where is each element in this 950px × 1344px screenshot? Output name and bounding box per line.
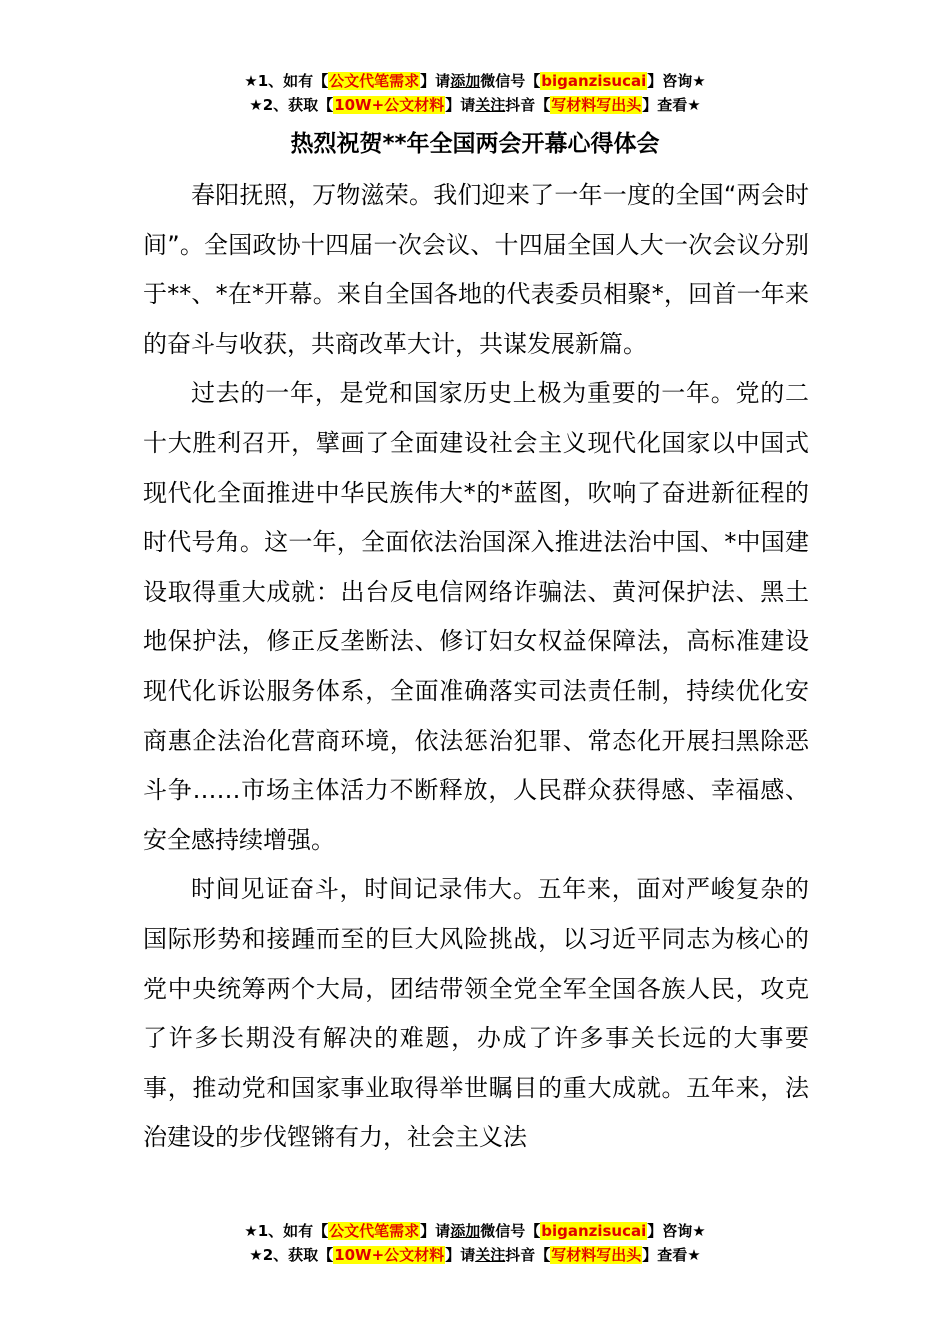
banner-highlight: 10W+公文材料	[334, 96, 445, 114]
banner-text: 】咨询★	[647, 1222, 706, 1240]
banner-text: 抖音【	[505, 1246, 551, 1264]
banner-text: 微信号【	[480, 72, 541, 90]
banner-line-2	[0, 93, 950, 117]
banner-text: 】查看★	[642, 1246, 701, 1264]
banner-highlight: 公文代笔需求	[329, 72, 420, 90]
document-title: 热烈祝贺**年全国两会开幕心得体会	[290, 131, 660, 157]
banner-text: 】请	[445, 1246, 476, 1264]
banner-text: 】请	[420, 1222, 451, 1240]
banner-text: ★2、获取【	[249, 96, 334, 114]
banner-underlined: 关注	[475, 1246, 506, 1264]
banner-text: 抖音【	[505, 96, 551, 114]
banner-text: ★1、如有【	[244, 1222, 329, 1240]
header-banner	[0, 69, 950, 117]
banner-highlight: 写材料写出头	[551, 1246, 642, 1264]
banner-highlight: biganzisucai	[541, 72, 647, 90]
banner-highlight: 10W+公文材料	[334, 1246, 445, 1264]
banner-text: 】请	[445, 96, 476, 114]
banner-underlined: 关注	[475, 96, 506, 114]
paragraph: 春阳抚照，万物滋荣。我们迎来了一年一度的全国“两会时间”。全国政协十四届一次会议、十四届全国人大一次会议分别于**、*在*开幕。来自全国各地的代表委员相聚*，回首一年来的奋斗与收获，共商改革大计，共谋发展新篇。	[143, 181, 809, 358]
banner-text: 】咨询★	[647, 72, 706, 90]
paragraph: 时间见证奋斗，时间记录伟大。五年来，面对严峻复杂的国际形势和接踵而至的巨大风险挑战，以习近平同志为核心的党中央统筹两个大局，团结带领全党全军全国各族人民，攻克了许多长期没有解决的难题，办成了许多事关长远的大事要事，推动党和国家事业取得举世瞩目的重大成就。五年来，法治建设的步伐铿锵有力，社会主义法	[143, 875, 809, 1152]
banner-text: 】查看★	[642, 96, 701, 114]
banner-line-1	[0, 1219, 950, 1243]
document-body	[143, 171, 809, 1163]
banner-underlined: 添加	[450, 72, 481, 90]
banner-line-1	[0, 69, 950, 93]
paragraph: 过去的一年，是党和国家历史上极为重要的一年。党的二十大胜利召开，擘画了全面建设社会主义现代化国家以中国式现代化全面推进中华民族伟大*的*蓝图，吹响了奋进新征程的时代号角。这一年，全面依法治国深入推进法治中国、*中国建设取得重大成就：出台反电信网络诈骗法、黄河保护法、黑土地保护法，修正反垄断法、修订妇女权益保障法，高标准建设现代化诉讼服务体系，全面准确落实司法责任制，持续优化安商惠企法治化营商环境，依法惩治犯罪、常态化开展扫黑除恶斗争……市场主体活力不断释放，人民群众获得感、幸福感、安全感持续增强。	[143, 379, 809, 854]
banner-text: 微信号【	[480, 1222, 541, 1240]
banner-text: ★1、如有【	[244, 72, 329, 90]
banner-text: 】请	[420, 72, 451, 90]
banner-text: ★2、获取【	[249, 1246, 334, 1264]
banner-highlight: 公文代笔需求	[329, 1222, 420, 1240]
banner-highlight: 写材料写出头	[551, 96, 642, 114]
banner-underlined: 添加	[450, 1222, 481, 1240]
footer-banner	[0, 1219, 950, 1267]
banner-line-2	[0, 1243, 950, 1267]
banner-highlight: biganzisucai	[541, 1222, 647, 1240]
